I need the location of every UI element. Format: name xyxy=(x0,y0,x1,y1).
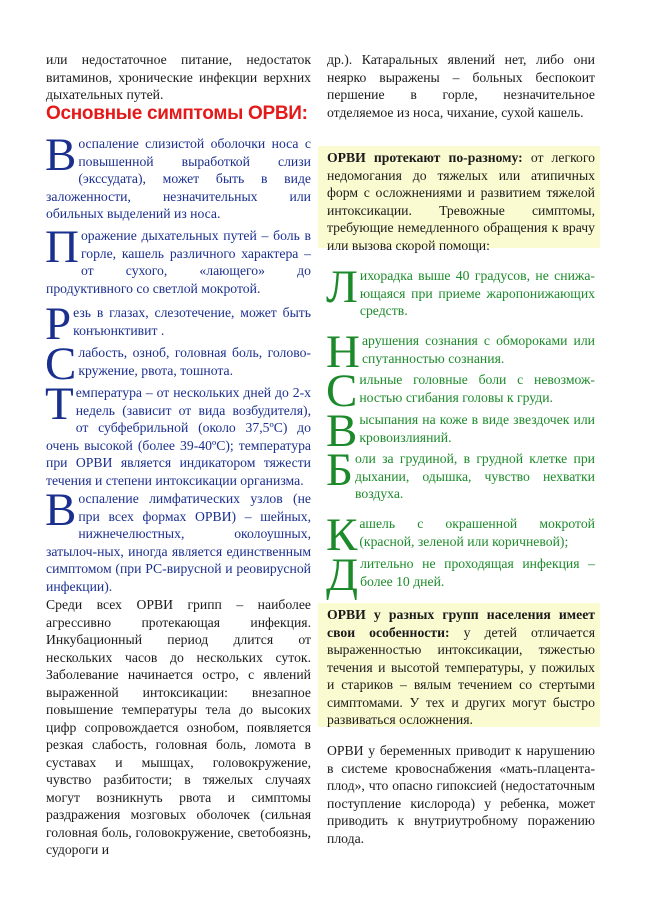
symptom-item xyxy=(45,298,311,350)
drop-cap: К xyxy=(326,509,358,561)
groups-text: у детей отличается выраженностью интоксикации, тяжестью течения и высотой температуры, у пожилых и стариков – вялым течением со стертыми симптомами. У тех и других могут быстро развиваться осложнения. xyxy=(327,624,595,727)
symptom-item xyxy=(45,338,311,390)
variants-lead: ОРВИ протекают по-разному: xyxy=(327,150,523,165)
groups-paragraph xyxy=(327,606,595,729)
alarm-item xyxy=(326,549,595,601)
drop-cap: Т xyxy=(45,378,74,430)
symptom-text: езь в глазах, слезотечение, может быть конъюнктивит . xyxy=(73,305,311,338)
alarm-text: оли за грудиной, в грудной клетке при дыхании, одышка, чувство нехватки воздуха. xyxy=(355,451,595,501)
drop-cap: Л xyxy=(326,261,358,313)
intro-paragraph: или недостаточное питание, недостаток витаминов, хронические инфекции верхних дыхательных путей. xyxy=(46,52,311,102)
symptom-item xyxy=(45,484,311,595)
alarm-item xyxy=(326,509,595,561)
alarm-item xyxy=(326,326,595,378)
alarm-item xyxy=(326,444,595,503)
drop-cap: В xyxy=(326,405,358,457)
symptom-text: лабость, озноб, головная боль, голово-кружение, рвота, тошнота. xyxy=(78,345,311,378)
symptom-item xyxy=(45,129,311,223)
symptom-text: оспаление слизистой оболочки носа с повышенной выработкой слизи (экссудата), может быть в виде заложенности, незначительных или обильных выделений из носа. xyxy=(46,136,311,221)
symptom-text: оражение дыхательных путей – боль в горле, кашель различного характера – от сухого, «лающего» до продуктивного со светлой мокротой. xyxy=(46,228,311,296)
drop-cap: Б xyxy=(326,444,353,496)
symptom-item xyxy=(45,221,311,297)
drop-cap: П xyxy=(45,221,79,273)
symptom-text: емпература – от нескольких дней до 2-х недель (зависит от вида возбудителя), от субфебрильной (около 37,5ºС) до очень высокой (более 39-40ºС); температура при ОРВИ является индикатором тяжести течения и степени интоксикации организма. xyxy=(46,385,311,488)
alarm-item xyxy=(326,405,595,457)
groups-lead: ОРВИ у разных групп населения имеет свои особенности: xyxy=(327,607,595,640)
alarm-text: ысыпания на коже в виде звездочек или кровоизлияний. xyxy=(359,412,595,445)
drop-cap: С xyxy=(45,338,77,390)
variants-text: от легкого недомогания до тяжелых или атипичных форм с осложнениями и развитием тяжелой интоксикации. Тревожные симптомы, требующие немедленного обращения к врачу или вызова скорой помощи: xyxy=(327,150,595,253)
alarm-text: ильные головные боли с невозмож-ностью сгибания головы к груди. xyxy=(359,372,595,405)
drop-cap: С xyxy=(326,365,358,417)
alarm-item xyxy=(326,365,595,417)
flu-paragraph: Среди всех ОРВИ грипп – наиболее агрессивно протекающая инфекция. Инкубационный период длится от нескольких часов до нескольких суток. Заболевание начинается остро, с явлений выраженной интоксикации: внезапное повышение температуры тела до высоких цифр сопровождается ознобом, появляется резкая слабость, головная боль, ломота в суставах и мышцах, головокружение, чувство разбитости; в тяжелых случаях могут возникнуть рвота и симптомы раздражения мозговых оболочек (сильная головная боль, головокружение, светобоязнь, судороги и xyxy=(46,597,311,857)
pregnancy-paragraph: ОРВИ у беременных приводит к нарушению в системе кровоснабжения «мать-плацента-плод», что опасно гипоксией (недостаточным поступление кислорода) у ребенка, может приводить к внутриутробному поражению плода. xyxy=(327,743,595,846)
drop-cap: Р xyxy=(45,298,72,350)
alarm-text: ихорадка выше 40 градусов, не снижа-ющаяся при приеме жаропонижающих средств. xyxy=(359,268,595,318)
symptoms-heading: Основные симптомы ОРВИ: xyxy=(46,103,308,124)
variants-paragraph xyxy=(327,149,595,254)
alarm-text: ашель с окрашенной мокротой (красной, зеленой или коричневой); xyxy=(359,516,595,549)
continuation-paragraph: др.). Катаральных явлений нет, либо они неярко выражены – больных беспокоит першение в горле, незначительное отделяемое из носа, чихание, сухой кашель. xyxy=(327,52,595,120)
alarm-item xyxy=(326,261,595,320)
drop-cap: Д xyxy=(326,549,359,601)
alarm-text: лительно не проходящая инфекция – более 10 дней. xyxy=(360,556,595,589)
drop-cap: В xyxy=(45,484,77,536)
symptom-item xyxy=(45,378,311,489)
symptom-text: оспаление лимфатических узлов (не при всех формах ОРВИ) – шейных, нижнечелюстных, околоушных, затылоч-ных, иногда является единственным симптомом (при РС-вирусной и реовирусной инфекции). xyxy=(46,491,311,594)
alarm-text: арушения сознания с обмороками или спутанностью сознания. xyxy=(361,333,595,366)
drop-cap: Н xyxy=(326,326,360,378)
drop-cap: В xyxy=(45,129,77,181)
